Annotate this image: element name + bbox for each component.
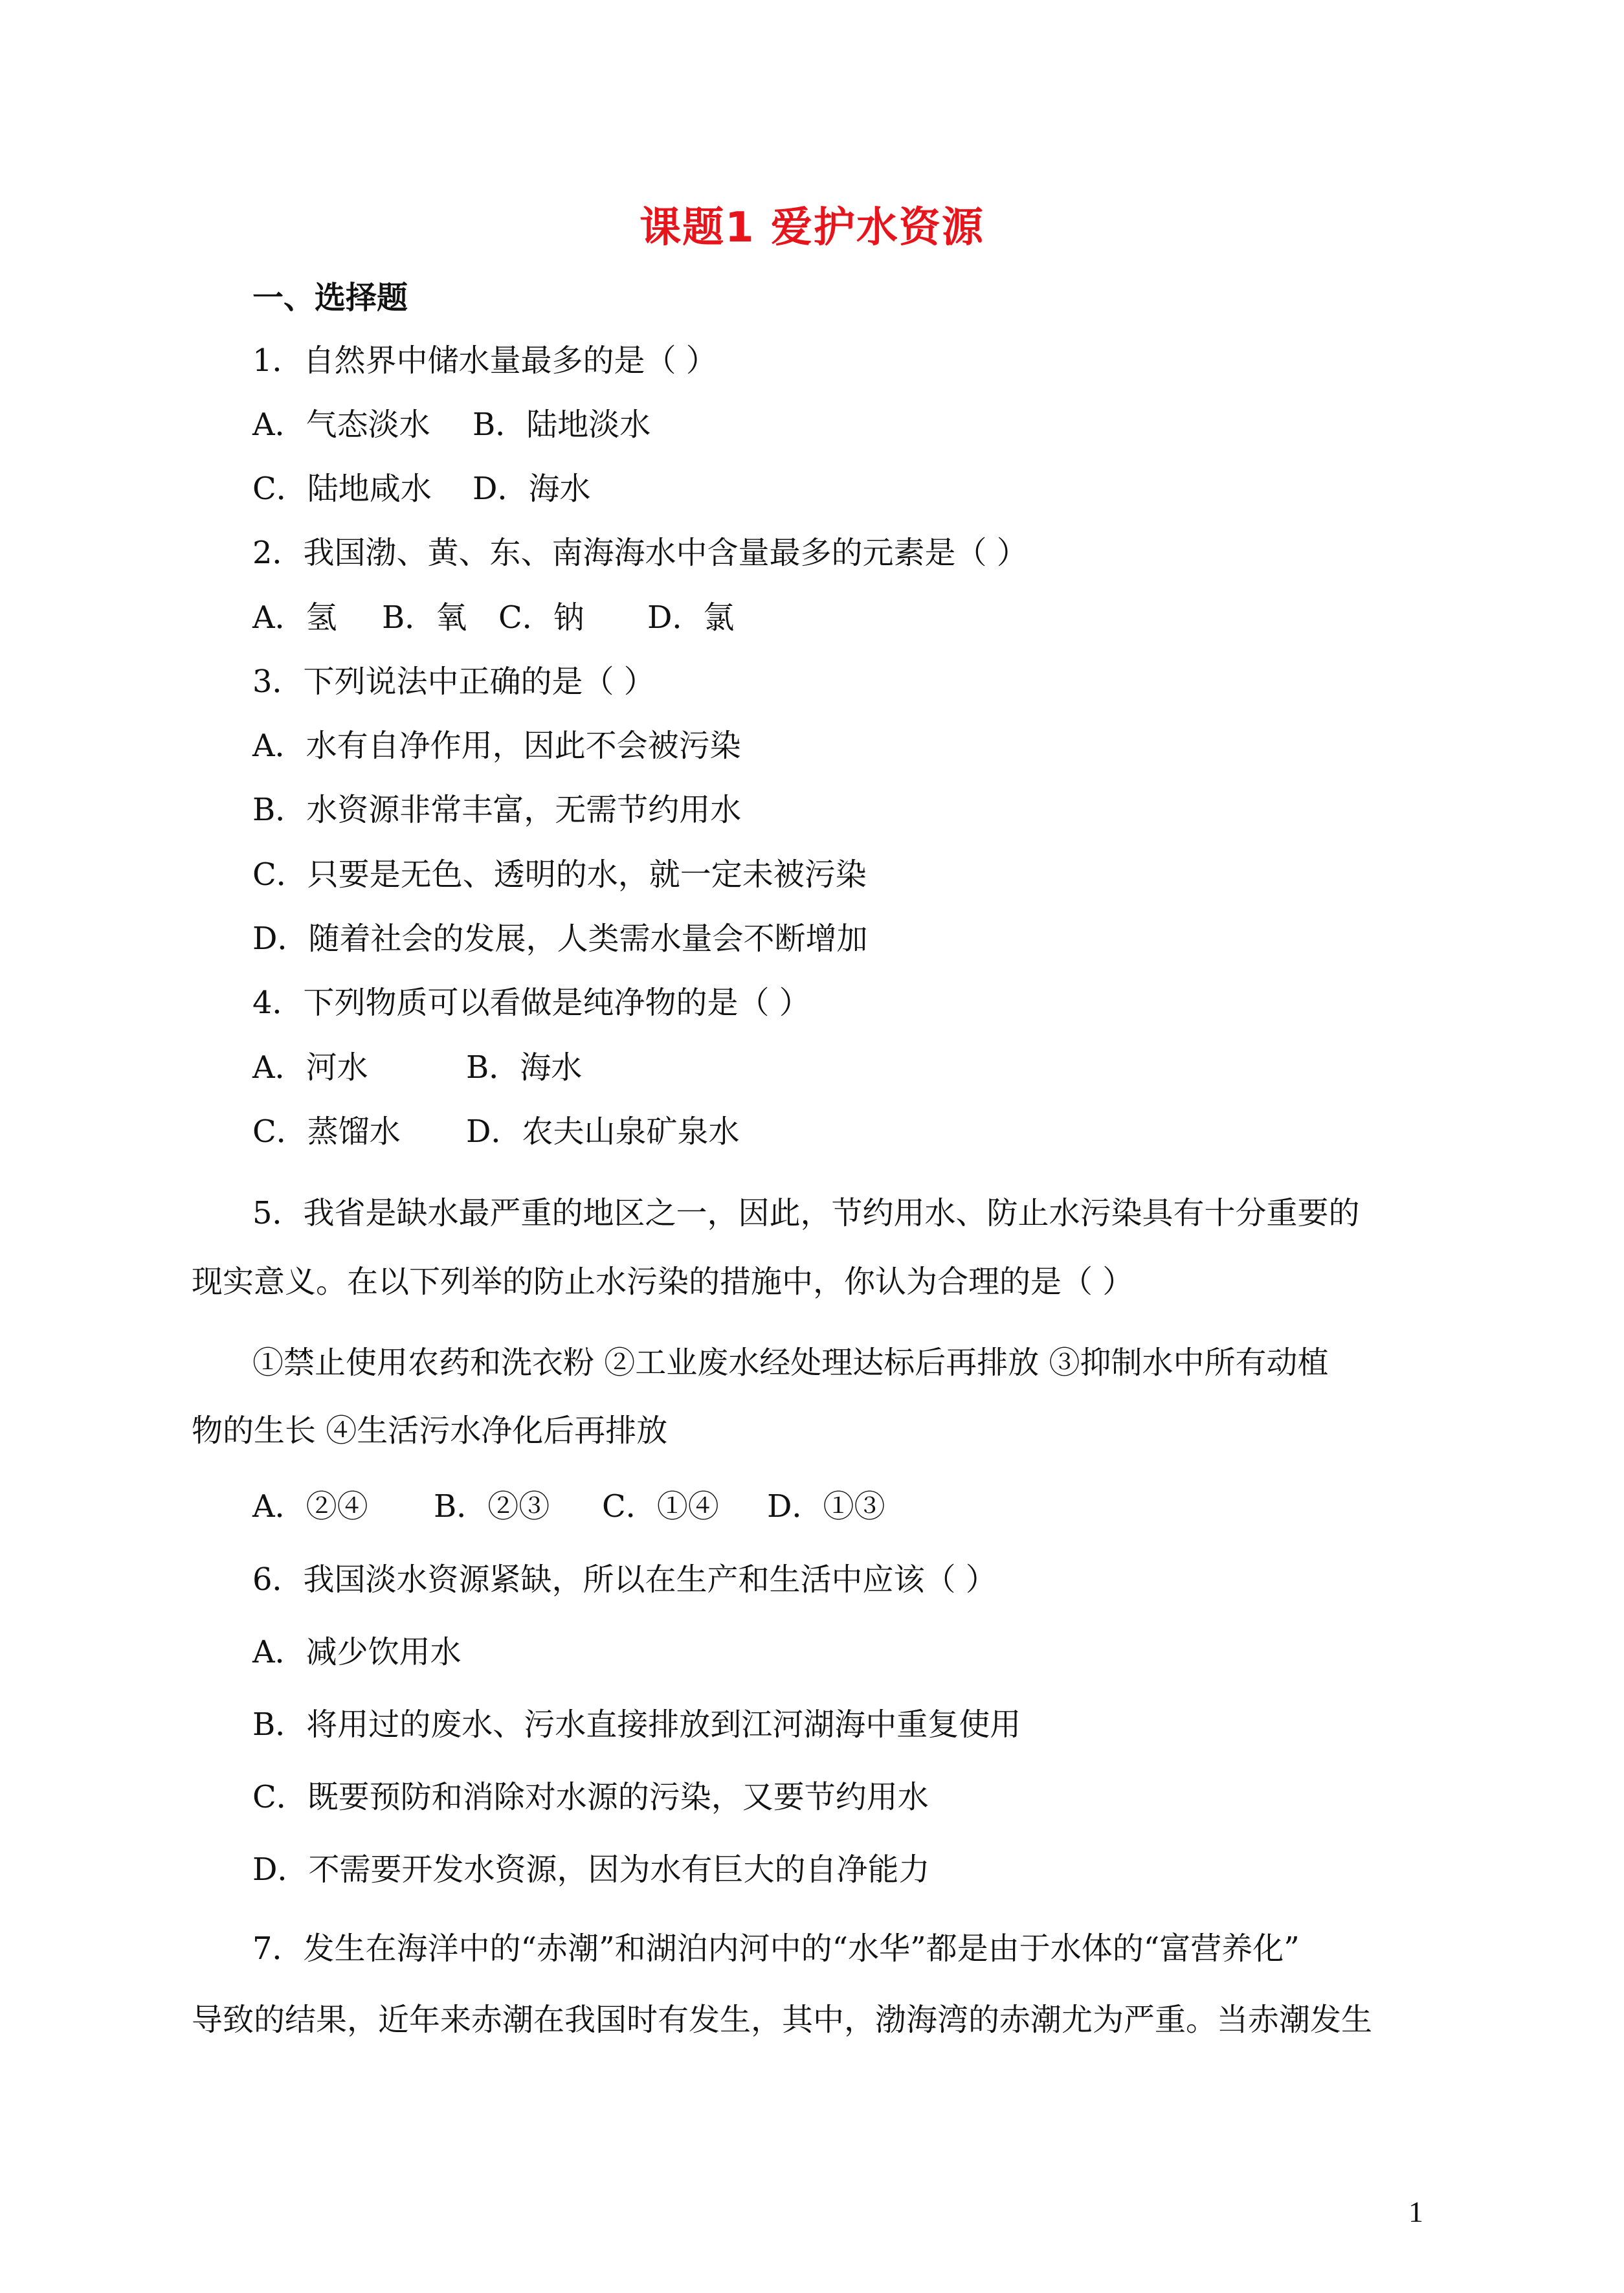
- question-4-options-row-2: [252, 1112, 740, 1151]
- page-title: 课题1 爱护水资源: [640, 204, 984, 252]
- question-5-option-a: A．②④: [252, 1488, 368, 1525]
- question-4-option-c: C．蒸馏水: [252, 1113, 401, 1150]
- question-1-option-a: A．气态淡水: [252, 407, 430, 443]
- question-4-stem: 4．下列物质可以看做是纯净物的是（ ）: [252, 985, 810, 1021]
- question-7-stem-line-2: 导致的结果，近年来赤潮在我国时有发生，其中，渤海湾的赤潮尤为严重。当赤潮发生: [192, 2002, 1373, 2038]
- question-5-option-c: C．①④: [602, 1488, 719, 1525]
- question-6-option-b: B．将用过的废水、污水直接排放到江河湖海中重复使用: [252, 1706, 1021, 1743]
- question-7-stem-line-1: 7．发生在海洋中的“赤潮”和湖泊内河中的“水华”都是由于水体的“富营养化”: [252, 1930, 1300, 1967]
- question-5-option-b: B．②③: [434, 1488, 550, 1525]
- question-3-stem: 3．下列说法中正确的是（ ）: [252, 664, 655, 700]
- question-2-options-row: [252, 598, 735, 637]
- question-1-options-row-1: [252, 405, 651, 444]
- question-4-option-d: D．农夫山泉矿泉水: [466, 1113, 740, 1150]
- question-5-options-row: [252, 1487, 885, 1526]
- question-2-option-d: D．氯: [647, 599, 735, 636]
- question-3-option-c: C．只要是无色、透明的水，就一定未被污染: [252, 856, 867, 893]
- question-6-stem: 6．我国淡水资源紧缺，所以在生产和生活中应该（ ）: [252, 1561, 997, 1598]
- question-3-option-d: D．随着社会的发展，人类需水量会不断增加: [252, 921, 868, 957]
- question-4-option-a: A．河水: [252, 1049, 368, 1086]
- question-2-option-a: A．氢: [252, 599, 337, 636]
- question-2-stem: 2．我国渤、黄、东、南海海水中含量最多的元素是（ ）: [252, 535, 1028, 571]
- question-5-items-line-2: 物的生长 ④生活污水净化后再排放: [192, 1413, 668, 1449]
- question-5-option-d: D．①③: [767, 1488, 885, 1525]
- question-1-option-c: C．陆地咸水: [252, 471, 432, 507]
- question-1-stem: 1．自然界中储水量最多的是（ ）: [252, 342, 717, 379]
- question-4-option-b: B．海水: [466, 1049, 583, 1086]
- question-3-option-b: B．水资源非常丰富，无需节约用水: [252, 792, 742, 828]
- page-number: 1: [1408, 2195, 1423, 2228]
- question-6-option-c: C．既要预防和消除对水源的污染，又要节约用水: [252, 1779, 929, 1815]
- question-6-option-a: A．减少饮用水: [252, 1634, 462, 1670]
- question-1-option-b: B．陆地淡水: [473, 407, 651, 443]
- question-5-stem-line-1: 5．我省是缺水最严重的地区之一，因此，节约用水、防止水污染具有十分重要的: [252, 1195, 1360, 1231]
- question-6-option-d: D．不需要开发水资源，因为水有巨大的自净能力: [252, 1851, 930, 1888]
- question-5-stem-line-2: 现实意义。在以下列举的防止水污染的措施中，你认为合理的是（ ）: [192, 1264, 1134, 1300]
- question-1-option-d: D．海水: [473, 471, 591, 507]
- question-5-items-line-1: ①禁止使用农药和洗衣粉 ②工业废水经处理达标后再排放 ③抑制水中所有动植: [252, 1345, 1329, 1381]
- question-1-options-row-2: [252, 469, 591, 508]
- question-2-option-b: B．氧: [382, 599, 467, 636]
- question-2-option-c: C．钠: [498, 599, 584, 636]
- section-heading: 一、选择题: [252, 280, 408, 316]
- question-3-option-a: A．水有自净作用，因此不会被污染: [252, 728, 741, 764]
- question-4-options-row-1: [252, 1048, 582, 1087]
